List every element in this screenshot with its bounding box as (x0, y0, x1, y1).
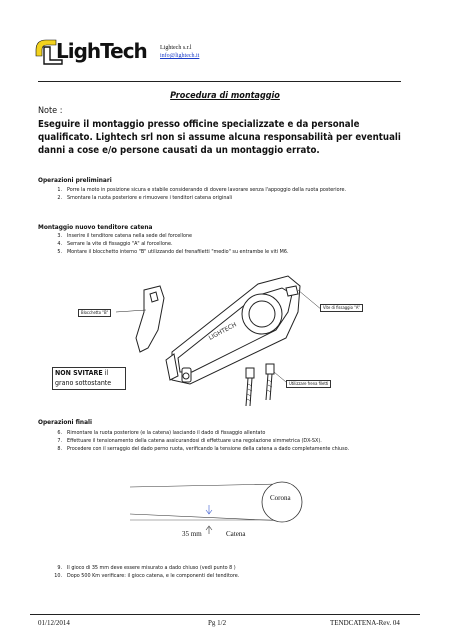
section-heading-finali: Operazioni finali (38, 418, 93, 426)
lightech-logo (34, 36, 154, 66)
chain-slack-diagram (130, 474, 330, 554)
company-name: Lightech s.r.l (160, 45, 192, 51)
footer-date: 01/12/2014 (38, 619, 70, 627)
company-email[interactable]: info@lightech.it (160, 53, 200, 59)
page-title: Procedura di montaggio (170, 91, 280, 101)
footer-rule (30, 614, 420, 615)
note-label: Note : (38, 106, 63, 116)
section-heading-preliminari: Operazioni preliminari (38, 176, 112, 184)
tensioner-diagram (60, 268, 390, 418)
section-heading-montaggio: Montaggio nuovo tenditore catena (38, 223, 153, 231)
footer-code: TENDCATENA-Rev. 04 (330, 619, 400, 627)
safety-warning: Eseguire il montaggio presso officine specializzate e da personale qualificato. Lightech srl non si assume alcuna responsabilità per eventuali danni a cose e/o persone causati da un montaggio errato. (38, 119, 401, 157)
company-info (160, 44, 199, 60)
logo-wordmark: LighTech (56, 39, 147, 63)
label-35mm: 35 mm (182, 530, 202, 538)
label-catena: Catena (226, 530, 246, 538)
label-blocchetto-b: Blocchetto "B" (78, 309, 111, 317)
label-corona: Corona (270, 494, 291, 502)
footer-page: Pg 1/2 (208, 619, 227, 627)
nosvitare-box (52, 367, 126, 390)
label-frenafiletti: Utilizzare frena filetti (286, 380, 331, 388)
nosvitare-text: il grano sottostante (55, 369, 112, 387)
label-vite-a: Vite di fissaggio "A" (320, 304, 363, 312)
header-rule (38, 81, 401, 82)
nosvitare-bold: NON SVITARE (55, 369, 103, 377)
svg-text:LIGHTECH: LIGHTECH (207, 321, 238, 342)
